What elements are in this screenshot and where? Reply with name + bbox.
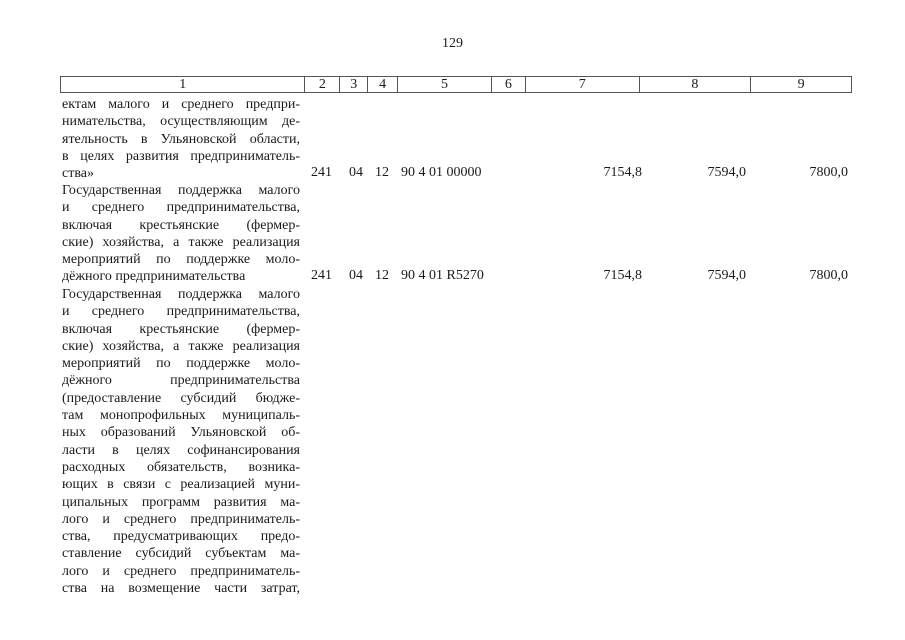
header-col-8: 8 — [640, 77, 752, 92]
text-line: лого и среднего предприниматель- — [62, 511, 300, 527]
text-line: ектам малого и среднего предпри- — [62, 97, 300, 112]
table-row-1 — [305, 165, 852, 183]
row-description-2 — [62, 182, 300, 286]
text-line: мероприятий по поддержке моло- — [62, 252, 300, 268]
text-line: ных образований Ульяновской об- — [62, 425, 300, 441]
text-line: мероприятий по поддержке моло- — [62, 356, 300, 372]
cell-col-4: 12 — [375, 268, 389, 283]
text-line: нимательства, осуществляющим де- — [62, 114, 300, 130]
text-line: ства, предусматривающих предо- — [62, 529, 300, 545]
header-col-1: 1 — [61, 77, 305, 92]
text-line: ства» — [62, 166, 94, 182]
header-col-7: 7 — [526, 77, 640, 92]
header-col-3: 3 — [340, 77, 368, 92]
text-line: ласти в целях софинансирования — [62, 442, 300, 458]
text-line: расходных обязательств, возника- — [62, 459, 300, 475]
cell-col-4: 12 — [375, 165, 389, 180]
cell-col-5: 90 4 01 00000 — [401, 165, 482, 180]
cell-col-9: 7800,0 — [809, 165, 848, 180]
text-line: ские) хозяйства, а также реализация — [62, 338, 300, 354]
text-line: лого и среднего предприниматель- — [62, 563, 300, 579]
text-line: Государственная поддержка малого — [62, 183, 300, 198]
text-line: и среднего предпринимательства, — [62, 200, 300, 216]
text-line: и среднего предпринимательства, — [62, 304, 300, 320]
cell-col-2: 241 — [311, 268, 332, 283]
cell-col-5: 90 4 01 R5270 — [401, 268, 484, 283]
text-line: ципальных программ развития ма- — [62, 494, 300, 510]
header-col-2: 2 — [305, 77, 340, 92]
text-line: Государственная поддержка малого — [62, 287, 300, 302]
cell-col-8: 7594,0 — [707, 268, 746, 283]
cell-col-2: 241 — [311, 165, 332, 180]
text-line: ятельность в Ульяновской области, — [62, 131, 300, 147]
cell-col-8: 7594,0 — [707, 165, 746, 180]
row-description-3 — [62, 286, 300, 597]
cell-col-7: 7154,8 — [603, 268, 642, 283]
text-line: дёжного предпринимательства — [62, 269, 246, 285]
header-col-9: 9 — [797, 77, 805, 92]
header-col-4: 4 — [368, 77, 398, 92]
text-line: ства на возмещение части затрат, — [62, 581, 300, 597]
text-line: включая крестьянские (фермер- — [62, 321, 300, 337]
table-row-2 — [305, 268, 852, 286]
text-line: ющих в связи с реализацией муни- — [62, 477, 300, 493]
text-line: ские) хозяйства, а также реализация — [62, 234, 300, 250]
page-number: 129 — [442, 36, 463, 51]
text-line: ставление субсидий субъектам ма- — [62, 546, 300, 562]
cell-col-9: 7800,0 — [809, 268, 848, 283]
cell-col-7: 7154,8 — [603, 165, 642, 180]
cell-col-3: 04 — [349, 268, 363, 283]
row-description-1 — [62, 96, 300, 182]
header-col-6: 6 — [492, 77, 526, 92]
text-line: в целях развития предприниматель- — [62, 148, 300, 164]
text-line: (предоставление субсидий бюдже- — [62, 390, 300, 406]
text-line: включая крестьянские (фермер- — [62, 217, 300, 233]
header-col-5: 5 — [398, 77, 492, 92]
cell-col-3: 04 — [349, 165, 363, 180]
text-line: там монопрофильных муниципаль- — [62, 408, 300, 424]
table-header — [60, 76, 852, 93]
text-line: дёжного предпринимательства — [62, 373, 300, 389]
